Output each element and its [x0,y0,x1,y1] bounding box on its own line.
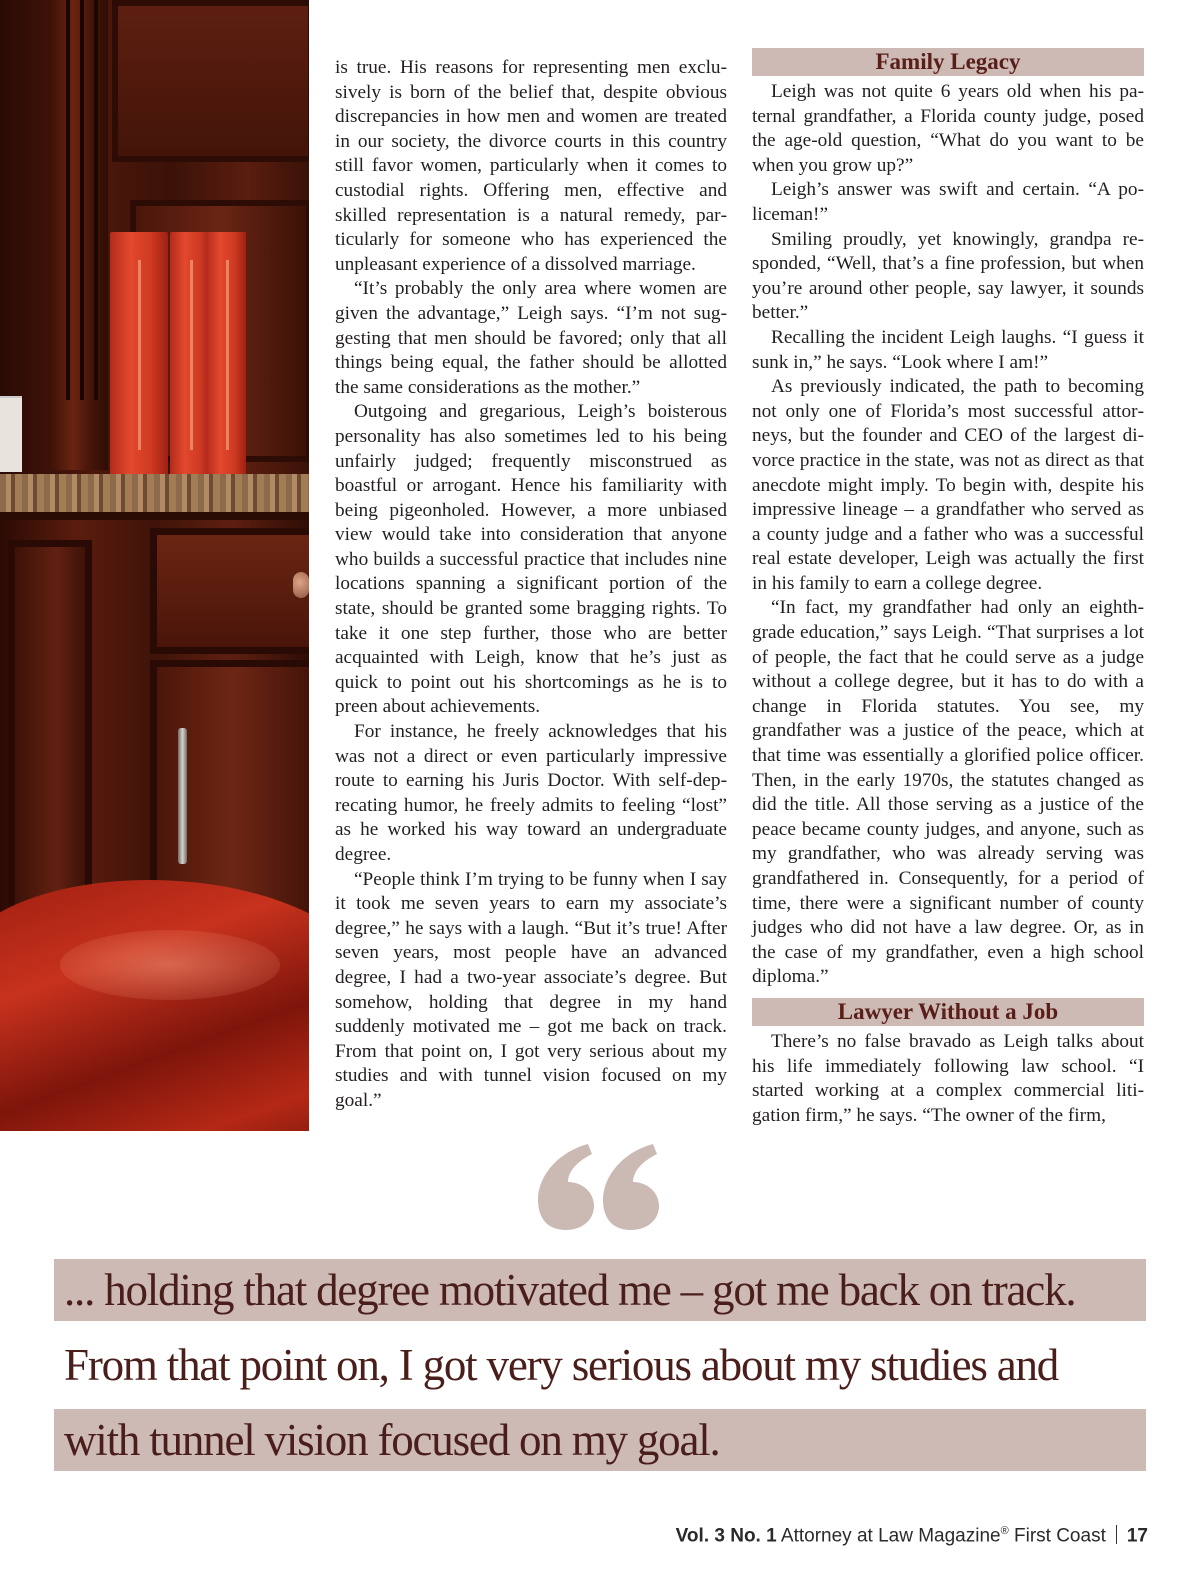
pull-quote-line: with tunnel vision focused on my goal. [54,1409,1146,1471]
page-footer [676,1525,1148,1547]
edition-name: First Coast [1014,1525,1106,1547]
article-photo [0,0,309,1131]
paragraph: “People think I’m trying to be funny when I say it took me seven years to earn my associate’s degree,” he says with a laugh. “But it’s true! After seven years, most people have an advanced degree, I had a two-year associate’s degree. But somehow, holding that degree in my hand suddenly motivated me – got me back on track. From that point on, I got very serious about my studies and with tunnel vision focused on my goal.” [335,868,727,1111]
cabinet-drawer [150,528,309,654]
cabinet-door [8,540,92,934]
registered-mark: ® [1000,1525,1009,1537]
open-quote-icon [536,1118,666,1248]
book-spine-text [138,260,141,450]
paragraph: is true. His reasons for representing men exclusively is born of the belief that, despite obvious discrepancies in how men and women are treated in our society, the divorce courts in this country still favor women, particularly when it comes to custodial rights. Offering men, effective and skilled representation is a natural remedy, particularly for someone who has experienced the unpleasant experience of a dissolved marriage. [335,57,727,275]
paragraph: “In fact, my grandfather had only an eighth-grade education,” says Leigh. “That surprises a lot of people, the fact that he could serve as a judge without a college degree, but it has to do with a change in Florida statutes. You see, my grandfather was a justice of the peace, which at that time was essentially a glorified police officer. Then, in the early 1970s, the statutes changed as did the title. All those serving as a justice of the peace became county judges, and anyone, such as my grandfather, who was already serving was grandfathered in. Consequently, for a period of time, there were a significant number of county judges who did not have a law degree. Or, as in the case of my grandfather, even a high school diploma.” [752,597,1144,988]
paragraph: Outgoing and gregarious, Leigh’s boisterous personality has also sometimes led to his being unfairly judged; frequently misconstrued as boastful or arrogant. Hence his familiarity with being pigeonholed. However, a more unbiased view would take into consideration that anyone who builds a successful practice that includes nine locations spanning a significant portion of the state, should be granted some bragging rights. To take it one step further, those who are better acquainted with Leigh, know that he’s just as quick to point out his shortcomings as he is to preen about achievements. [335,401,727,718]
drawer-knob [293,572,309,598]
pillar-groove [94,0,98,400]
pillar-groove [80,0,84,400]
footer-divider [1116,1525,1117,1544]
page-number: 17 [1126,1525,1148,1547]
book-spine-text [190,260,193,450]
pull-quote-line: ... holding that degree motivated me – got me back on track. [54,1259,1146,1321]
volume-label: Vol. 3 No. 1 [675,1525,777,1547]
paragraph: Leigh’s answer was swift and certain. “A policeman!” [752,179,1144,225]
section-heading-family-legacy: Family Legacy [752,48,1144,76]
cabinet-pillar [50,0,108,470]
section-heading-lawyer-without-a-job: Lawyer Without a Job [752,998,1144,1026]
magazine-name: Attorney at Law Magazine [780,1525,1001,1547]
pillar-groove [66,0,70,400]
right-text-column [752,48,1144,1128]
paragraph: Smiling proudly, yet knowingly, grandpa responded, “Well, that’s a fine profession, but when you’re around other people, say lawyer, it sounds better.” [752,228,1144,324]
counter-edge [0,512,309,520]
book-spine-text [226,260,229,450]
white-boxes [0,396,22,472]
paragraph: Leigh was not quite 6 years old when his paternal grandfather, a Florida county judge, posed the age-old question, “What do you want to be when you grow up?” [752,81,1144,176]
table-reflection [60,930,280,1000]
paragraph: There’s no false bravado as Leigh talks about his life immediately following law school. “I started working at a complex commercial litigation firm,” he says. “The owner of the firm, [752,1030,1144,1126]
paragraph: As previously indicated, the path to becoming not only one of Florida’s most successful attorneys, but the founder and CEO of the largest divorce practice in the state, was not as direct as that anecdote might imply. To begin with, despite his impressive lineage – a grandfather who served as a county judge and a father who was a successful real estate developer, Leigh was actually the first in his family to earn a college degree. [752,376,1144,594]
paragraph: Recalling the incident Leigh laughs. “I guess it sunk in,” he says. “Look where I am!” [752,326,1144,373]
cabinet-door [112,0,309,162]
granite-countertop [0,474,309,516]
left-text-column [335,56,727,1114]
door-handle [178,728,187,864]
mahogany-table [0,880,309,1131]
pull-quote-line: From that point on, I got very serious about my studies and [64,1340,1059,1390]
paragraph: For instance, he freely acknowledges that his was not a direct or even particularly impressive route to earning his Juris Doctor. With self-deprecating humor, he freely admits to feeling “lost” as he worked his way toward an undergraduate degree. [335,721,727,865]
paragraph: “It’s probably the only area where women are given the advantage,” Leigh says. “I’m not suggesting that men should be favored; only that all things being equal, the father should be allotted the same considerations as the mother.” [335,278,727,398]
